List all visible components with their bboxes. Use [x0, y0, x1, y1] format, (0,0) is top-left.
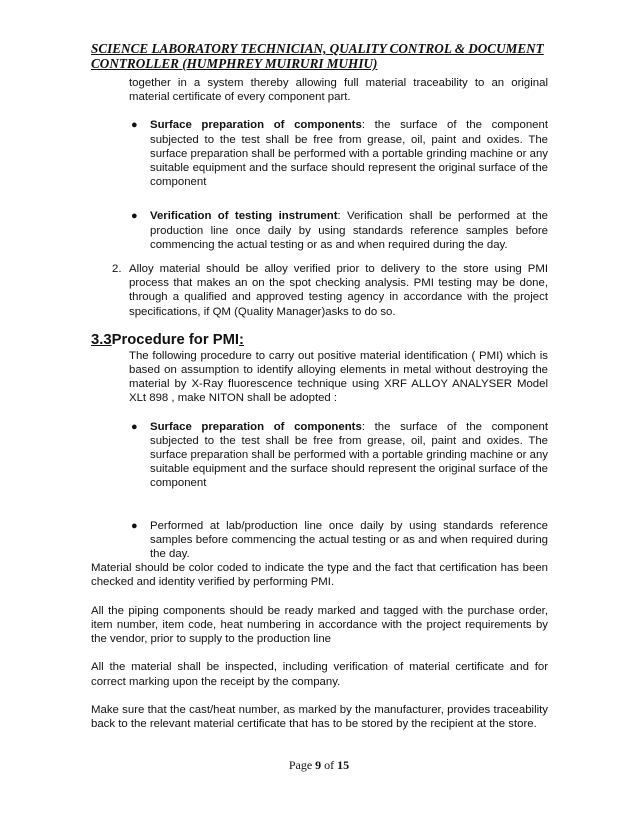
page-number: 9 — [315, 758, 322, 772]
of-word: of — [324, 758, 335, 772]
traceability-intro: together in a system thereby allowing full material traceability to an original material certificate of every component part. — [129, 77, 548, 104]
header-line-1: SCIENCE LABORATORY TECHNICIAN, QUALITY CONTROL & DOCUMENT — [91, 41, 544, 56]
bullet-surface-preparation — [131, 118, 549, 189]
total-pages: 15 — [337, 758, 350, 772]
paragraph-cast-heat-number: Make sure that the cast/heat number, as marked by the manufacturer, provides traceability back to the relevant material certificate that has to be stored by the recipient at the store. — [91, 703, 548, 730]
section-colon: : — [239, 331, 244, 348]
pmi-procedure-intro: The following procedure to carry out positive material identification ( PMI) which is based on assumption to identify alloying elements in metal without destroying the material by X-Ray fluorescence technique using XRF ALLOY ANALYSER Model XLt 898 , make NITON shall be adopted : — [129, 349, 548, 405]
bullet-text: : the surface of the component subjected to the test shall be free from grease, oil, paint and oxides. The surface preparation shall be performed with a portable grinding machine or any suitable equipment and the surface should represent the original surface of the component — [150, 119, 549, 189]
bullet-dot-icon: ● — [131, 119, 138, 132]
section-title: Procedure for PMI — [111, 331, 240, 348]
bullet-performed-at-lab — [131, 519, 548, 562]
item-text: Alloy material should be alloy verified prior to delivery to the store using PMI process that makes an on the spot checking analysis. PMI testing may be done, through a qualified and approved testing agency in accordance with the project specifications, if QM (Quality Manager)asks to do so. — [129, 263, 548, 318]
page-word: Page — [288, 758, 313, 772]
bullet-text: Performed at lab/production line once daily by using standards reference samples before commencing the actual testing or as and when required during the day. — [150, 519, 548, 561]
bullet-dot-icon: ● — [131, 210, 138, 223]
bullet-dot-icon: ● — [131, 519, 138, 532]
section-number: 3.3 — [91, 331, 112, 348]
bullet-text: : Verification shall be performed at the production line once daily by using standards reference samples before commencing the actual testing or as and when required during the day. — [150, 210, 549, 251]
bullet-title: Surface preparation of components — [150, 119, 362, 132]
page-footer — [0, 758, 638, 773]
item-number: 2. — [112, 263, 122, 276]
bullet-dot-icon: ● — [131, 420, 138, 433]
section-heading-3-3 — [91, 332, 548, 349]
page-header — [91, 41, 561, 71]
bullet-surface-preparation-pmi — [131, 420, 549, 491]
paragraph-color-coded: Material should be color coded to indicate the type and the fact that certification has been checked and identity verified by performing PMI. — [91, 562, 548, 589]
document-body — [91, 76, 548, 731]
header-line-2: CONTROLLER (HUMPHREY MUIRURI MUHIU) — [91, 56, 378, 71]
bullet-text: : the surface of the component subjected to the test shall be free from grease, oil, paint and oxides. The surface preparation shall be performed with a portable grinding machine or any suitable equipment and the surface should represent the original surface of the component — [150, 420, 549, 490]
bullet-title: Verification of testing instrument — [150, 210, 338, 223]
bullet-title: Surface preparation of components — [150, 420, 362, 433]
numbered-item-2 — [112, 262, 548, 319]
paragraph-material-inspected: All the material shall be inspected, including verification of material certificate and for correct marking upon the receipt by the company. — [91, 661, 548, 688]
paragraph-piping-components: All the piping components should be ready marked and tagged with the purchase order, item number, item code, heat numbering in accordance with the project requirements by the vendor, prior to supply to the production line — [91, 604, 548, 646]
bullet-verification-instrument — [131, 209, 549, 252]
